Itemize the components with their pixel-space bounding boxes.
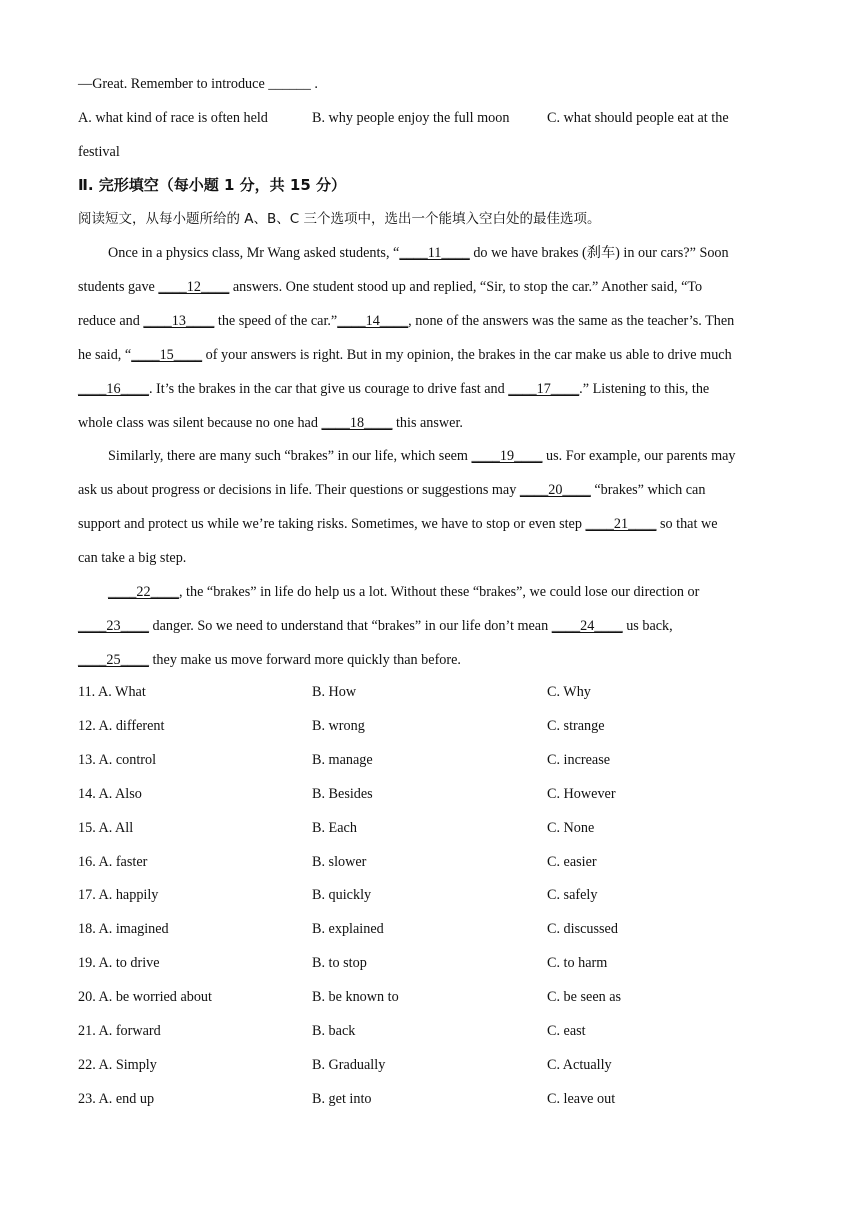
option-c: C. east [547, 1023, 586, 1039]
option-a: 12. A. different [78, 717, 165, 734]
passage-line [78, 346, 732, 364]
passage-text: he said, “ [78, 346, 132, 363]
option-c: C. However [547, 785, 616, 802]
option-b: B. back [312, 1023, 356, 1039]
passage-text: they make us move forward more quickly than before. [148, 651, 461, 668]
option-c: C. safely [547, 887, 598, 904]
option-b: B. slower [312, 853, 367, 870]
prev-question-line: —Great. Remember to introduce ______ . [78, 76, 318, 92]
passage-text: danger. So we need to understand that “brakes” in our life don’t mean [148, 617, 552, 634]
option-c: C. increase [547, 751, 611, 768]
option-a: 20. A. be worried about [78, 989, 212, 1006]
passage-text: do we have brakes (刹车) in our cars?” Soon [469, 245, 729, 261]
prev-option-c: C. what should people eat at the [547, 110, 729, 126]
option-b: B. explained [312, 921, 384, 938]
option-c: C. Actually [547, 1056, 612, 1073]
prev-option-c-wrap: festival [78, 144, 120, 160]
option-b: B. be known to [312, 989, 399, 1006]
passage-line [78, 515, 718, 533]
cloze-blank: ____17____ [508, 380, 580, 397]
passage-text: the speed of the car.” [214, 312, 338, 329]
passage-line [108, 244, 729, 262]
passage-text: Similarly, there are many such “brakes” in our life, which seem [108, 448, 472, 465]
option-c: C. to harm [547, 955, 608, 972]
section-instruction: 阅读短文，从每小题所给的 A、B、C 三个选项中，选出一个能填入空白处的最佳选项。 [78, 211, 601, 227]
section-title: Ⅱ. 完形填空（每小题 1 分，共 15 分） [78, 176, 347, 194]
cloze-blank: ____15____ [131, 346, 203, 363]
passage-text: of your answers is right. But in my opinion, the brakes in the car make us able to drive much [202, 346, 732, 363]
cloze-blank: ____23____ [78, 617, 149, 634]
passage-text: . It’s the brakes in the car that give us courage to drive fast and [148, 380, 509, 397]
passage-text: us back, [622, 617, 673, 634]
passage-line [78, 414, 463, 432]
option-b: B. get into [312, 1090, 372, 1107]
passage-text: reduce and [78, 312, 144, 329]
passage-text: support and protect us while we’re taking risks. Sometimes, we have to stop or even step [78, 516, 586, 533]
passage-line [108, 583, 699, 601]
cloze-blank: ____21____ [585, 516, 657, 533]
option-c: C. strange [547, 717, 605, 734]
prev-option-a: A. what kind of race is often held [78, 110, 268, 126]
option-c: C. None [547, 819, 595, 836]
cloze-blank: ____25____ [78, 651, 149, 668]
passage-line [78, 617, 673, 635]
option-b: B. Gradually [312, 1056, 386, 1073]
cloze-blank: ____13____ [143, 312, 215, 329]
prev-option-b: B. why people enjoy the full moon [312, 110, 510, 126]
option-b: B. manage [312, 751, 373, 768]
passage-text: Once in a physics class, Mr Wang asked students, “ [108, 245, 400, 261]
option-c: C. easier [547, 853, 597, 870]
option-b: B. quickly [312, 887, 372, 904]
option-a: 23. A. end up [78, 1090, 155, 1107]
passage-text: .” Listening to this, the [579, 380, 710, 397]
option-a: 21. A. forward [78, 1023, 161, 1039]
option-c: C. leave out [547, 1090, 616, 1107]
option-b: B. How [312, 684, 357, 700]
cloze-blank: ____24____ [551, 617, 623, 634]
passage-line [78, 481, 705, 499]
cloze-blank: ____14____ [337, 312, 409, 329]
cloze-blank: ____22____ [108, 584, 179, 600]
option-c: C. Why [547, 684, 591, 700]
passage-line [78, 278, 702, 296]
option-a: 19. A. to drive [78, 955, 160, 972]
option-a: 18. A. imagined [78, 921, 169, 938]
cloze-blank: ____19____ [471, 448, 543, 465]
passage-text: ask us about progress or decisions in life. Their questions or suggestions may [78, 482, 520, 499]
cloze-blank: ____11____ [399, 245, 470, 261]
passage-text: can take a big step. [78, 550, 187, 567]
option-a: 13. A. control [78, 751, 157, 768]
cloze-blank: ____18____ [321, 414, 393, 431]
cloze-blank: ____16____ [78, 380, 149, 397]
passage-line [78, 380, 709, 398]
passage-text: students gave [78, 278, 159, 295]
option-b: B. Each [312, 819, 357, 836]
option-a: 22. A. Simply [78, 1056, 157, 1073]
passage-line [78, 312, 734, 330]
option-b: B. wrong [312, 717, 365, 734]
option-c: C. be seen as [547, 989, 622, 1006]
passage-text: so that we [656, 516, 718, 533]
passage-line [78, 549, 186, 567]
option-b: B. Besides [312, 785, 373, 802]
cloze-blank: ____20____ [519, 482, 591, 499]
option-b: B. to stop [312, 955, 367, 972]
option-a: 11. A. What [78, 684, 146, 700]
passage-text: , the “brakes” in life do help us a lot. Without these “brakes”, we could lose our direction or [178, 584, 700, 600]
cloze-blank: ____12____ [158, 278, 230, 295]
option-a: 15. A. All [78, 819, 134, 836]
passage-text: , none of the answers was the same as the teacher’s. Then [408, 312, 735, 329]
passage-text: us. For example, our parents may [542, 448, 736, 465]
passage-text: this answer. [392, 414, 463, 431]
passage-line [78, 651, 461, 669]
passage-text: answers. One student stood up and replied, “Sir, to stop the car.” Another said, “To [229, 278, 703, 295]
option-a: 17. A. happily [78, 887, 159, 904]
option-c: C. discussed [547, 921, 618, 938]
option-a: 14. A. Also [78, 785, 142, 802]
passage-line [108, 447, 736, 465]
option-a: 16. A. faster [78, 853, 148, 870]
passage-text: “brakes” which can [590, 482, 706, 499]
passage-text: whole class was silent because no one had [78, 414, 322, 431]
